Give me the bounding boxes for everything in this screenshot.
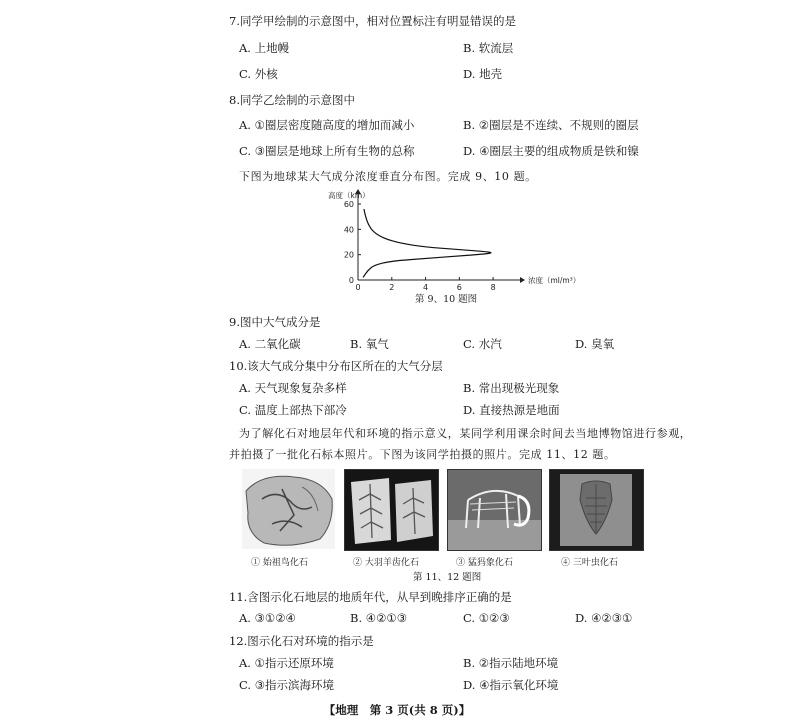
x-tick-label: 6 <box>456 283 462 292</box>
x-tick-label: 2 <box>389 283 395 292</box>
photos-caption: 第 11、12 题图 <box>413 572 482 583</box>
q7-option-c: C. 外核 <box>239 67 278 81</box>
photo-trilobite-fossil <box>549 469 644 551</box>
q10-option-b: B. 常出现极光现象 <box>463 381 560 395</box>
q11-option-a: A. ③①②④ <box>239 611 296 625</box>
q8-option-a: A. ①圈层密度随高度的增加而减小 <box>239 118 415 132</box>
y-tick-label: 40 <box>343 225 354 235</box>
q7-option-d: D. 地壳 <box>463 67 503 81</box>
q8-option-c: C. ③圈层是地球上所有生物的总称 <box>239 144 415 158</box>
q10-option-a: A. 天气现象复杂多样 <box>239 381 347 395</box>
q12-option-b: B. ②指示陆地环境 <box>463 656 559 670</box>
q7-option-a: A. 上地幔 <box>239 41 290 55</box>
q8-option-b: B. ②圈层是不连续、不规则的圈层 <box>463 118 639 132</box>
q9-option-b: B. 氧气 <box>350 337 389 351</box>
x-tick-label: 0 <box>355 283 361 292</box>
q9-option-a: A. 二氧化碳 <box>239 337 301 351</box>
q10-option-d: D. 直接热源是地面 <box>463 403 560 417</box>
page-footer: 【地理 第 3 页(共 8 页)】 <box>323 703 471 717</box>
intro-11-12-line2: 并拍摄了一批化石标本照片。下图为该同学拍摄的照片。完成 11、12 题。 <box>229 448 616 461</box>
photo-label-3: ③ 猛犸象化石 <box>456 558 513 568</box>
ozone-concentration-chart <box>318 188 581 300</box>
q12-stem: 12.图示化石对环境的指示是 <box>229 634 374 648</box>
photo-label-2: ② 大羽羊齿化石 <box>353 558 419 568</box>
intro-9-10: 下图为地球某大气成分浓度垂直分布图。完成 9、10 题。 <box>239 170 537 183</box>
q12-option-c: C. ③指示滨海环境 <box>239 678 335 692</box>
q9-stem: 9.图中大气成分是 <box>229 315 321 329</box>
chart-caption: 第 9、10 题图 <box>415 294 478 305</box>
q9-option-c: C. 水汽 <box>463 337 502 351</box>
q12-option-d: D. ④指示氧化环境 <box>463 678 559 692</box>
x-axis-arrow <box>520 277 525 283</box>
photo-gigantopteris-fossil <box>344 469 439 551</box>
q11-option-d: D. ④②③① <box>575 611 633 625</box>
photo-label-4: ④ 三叶虫化石 <box>561 558 618 568</box>
x-axis-label: 浓度（ml/m³） <box>528 276 581 285</box>
y-tick-label: 60 <box>343 200 354 209</box>
photo-archaeopteryx-fossil <box>242 469 335 549</box>
y-tick-label: 20 <box>343 250 354 260</box>
q9-option-d: D. 臭氧 <box>575 337 615 351</box>
photo-label-1: ① 始祖鸟化石 <box>251 558 308 568</box>
q11-option-c: C. ①②③ <box>463 611 510 625</box>
y-tick-label: 0 <box>348 276 354 285</box>
q12-option-a: A. ①指示还原环境 <box>239 656 334 670</box>
q10-stem: 10.该大气成分集中分布区所在的大气分层 <box>229 359 443 373</box>
q10-option-c: C. 温度上部热下部冷 <box>239 403 347 417</box>
concentration-curve <box>363 209 491 277</box>
q11-option-b: B. ④②①③ <box>350 611 408 625</box>
q7-option-b: B. 软流层 <box>463 41 514 55</box>
y-axis-label: 高度（km） <box>328 191 370 200</box>
x-tick-label: 4 <box>423 283 429 292</box>
photo-mammoth-fossil <box>447 469 542 551</box>
intro-11-12-line1: 为了解化石对地层年代和环境的指示意义，某同学利用课余时间去当地博物馆进行参观， <box>239 427 692 440</box>
x-tick-label: 8 <box>490 283 496 292</box>
q8-stem: 8.同学乙绘制的示意图中 <box>229 93 355 107</box>
q7-stem: 7.同学甲绘制的示意图中，相对位置标注有明显错误的是 <box>229 14 516 28</box>
q8-option-d: D. ④圈层主要的组成物质是铁和镍 <box>463 144 639 158</box>
q11-stem: 11.含图示化石地层的地质年代，从早到晚排序正确的是 <box>229 590 512 604</box>
